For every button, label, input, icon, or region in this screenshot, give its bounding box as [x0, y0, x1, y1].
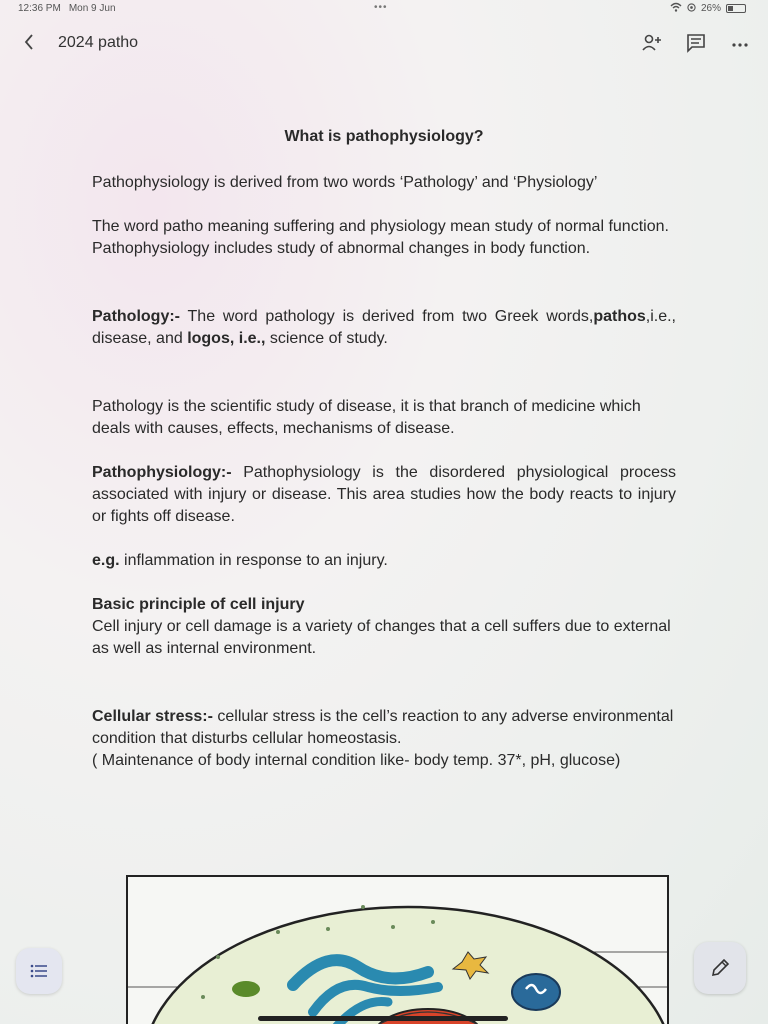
cell-injury-heading: Basic principle of cell injury	[92, 596, 305, 613]
pencil-icon	[709, 957, 731, 979]
pathology-text-3: science of study.	[265, 330, 388, 347]
pathology-text-2: ,i.e., disease, and	[92, 308, 676, 347]
paragraph-pathology	[92, 306, 676, 350]
cell-illustration	[128, 877, 669, 1024]
document-page[interactable]	[92, 126, 676, 772]
pathos-term: pathos	[593, 308, 646, 325]
paragraph-includes: Pathophysiology includes study of abnormal changes in body function.	[92, 240, 591, 257]
logos-term: logos, i.e.,	[187, 330, 266, 347]
battery-icon	[726, 4, 746, 13]
location-icon	[687, 3, 696, 15]
paragraph-cellular-stress	[92, 706, 676, 772]
example-label: e.g.	[92, 552, 120, 569]
document-title: 2024 patho	[58, 34, 139, 51]
paragraph-definition: Pathophysiology is derived from two words ‘Pathology’ and ‘Physiology’	[92, 174, 598, 191]
edit-button[interactable]	[694, 942, 746, 994]
cell-diagram-image	[126, 875, 669, 1024]
status-date: Mon 9 Jun	[68, 2, 116, 14]
cellular-stress-text: cellular stress is the cell’s reaction to any adverse environmental condition that disturbs cellular homeostasis.	[92, 708, 674, 747]
wifi-icon	[670, 2, 682, 15]
paragraph-pathophysiology	[92, 462, 676, 528]
cellular-stress-label: Cellular stress:-	[92, 708, 213, 725]
add-person-icon	[641, 33, 663, 53]
comment-icon	[686, 33, 706, 53]
paragraph-word-meaning: The word patho meaning suffering and physiology mean study of normal function.	[92, 218, 669, 235]
pathology-text: The word pathology is derived from two Greek words,	[180, 308, 594, 325]
example-text: inflammation in response to an injury.	[119, 552, 388, 569]
share-button[interactable]	[640, 33, 664, 55]
top-toolbar	[0, 28, 768, 60]
pathophysiology-label: Pathophysiology:-	[92, 464, 232, 481]
chevron-left-icon	[22, 32, 36, 52]
outline-button[interactable]	[16, 948, 62, 994]
status-time: 12:36 PM	[18, 2, 61, 14]
multitask-dots[interactable]: •••	[374, 2, 388, 13]
pathology-label: Pathology:-	[92, 308, 180, 325]
paragraph-example	[92, 550, 676, 572]
comments-button[interactable]	[684, 33, 708, 55]
more-horizontal-icon	[730, 33, 750, 53]
paragraph-pathology-study: Pathology is the scientific study of disease, it is that branch of medicine which deals with causes, effects, mechanisms of disease.	[92, 398, 641, 437]
home-indicator[interactable]	[258, 1016, 508, 1021]
more-options-button[interactable]	[728, 33, 752, 55]
status-bar	[0, 0, 768, 16]
battery-percent: 26%	[700, 3, 721, 14]
cellular-stress-note: ( Maintenance of body internal condition like- body temp. 37*, pH, glucose)	[92, 752, 621, 769]
list-icon	[30, 964, 48, 978]
back-button[interactable]	[22, 32, 44, 56]
pathophysiology-text: Pathophysiology is the disordered physiological process associated with injury or disease. This area studies how the body reacts to injury or fights off disease.	[92, 464, 676, 525]
doc-heading: What is pathophysiology?	[284, 128, 484, 145]
paragraph-cell-injury	[92, 594, 676, 660]
cell-injury-text: Cell injury or cell damage is a variety of changes that a cell suffers due to external as well as internal environment.	[92, 618, 671, 657]
